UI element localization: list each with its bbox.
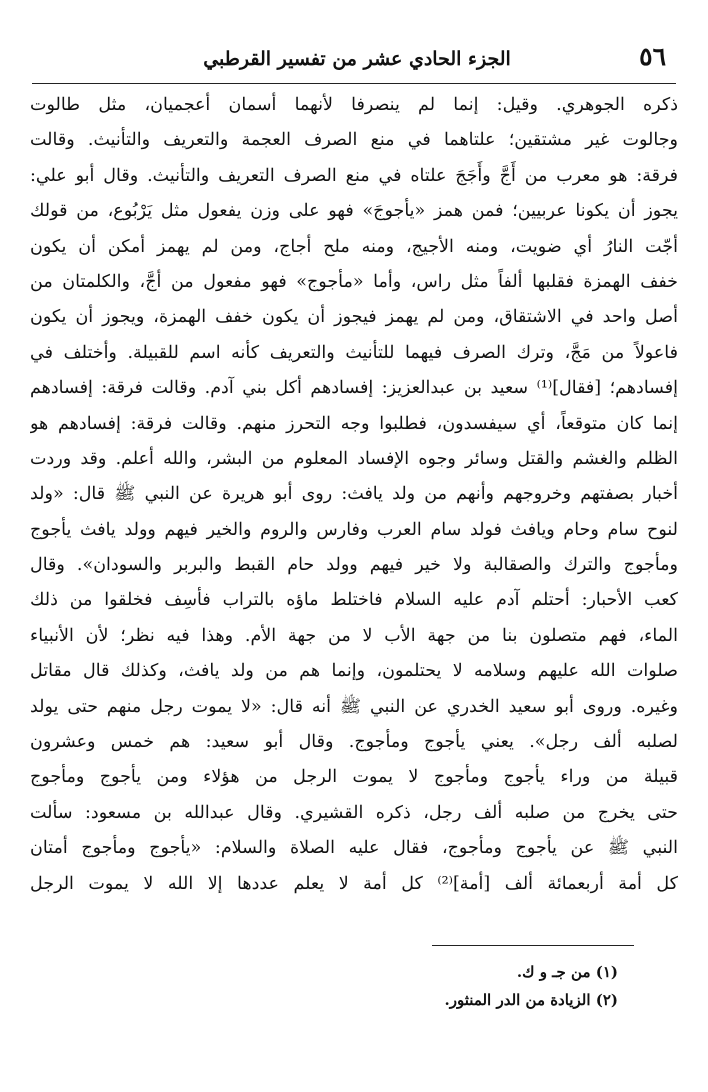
page-number: ٥٦	[639, 42, 666, 71]
text-line: خفف الهمزة فقلبها ألفاً مثل راس، وأما «مأجوج» فهو مفعول من أجَّ، والكلمتان من	[30, 271, 678, 292]
footnote-2: (٢) الزيادة من الدر المنثور.	[444, 991, 618, 1009]
text-line: ذكره الجوهري. وقيل: إنما لم ينصرفا لأنهما أسمان أعجميان، مثل طالوت	[30, 95, 678, 115]
text-line: وجالوت غير مشتقين؛ علتاهما في منع الصرف العجمة والتعريف والتأنيث. وقالت	[30, 130, 678, 151]
text-line: يجوز أن يكونا عربيين؛ فمن همز «يأجوجَ» فهو على وزن يفعول مثل يَرْبُوع، من قولك	[30, 201, 678, 222]
text-line: لصلبه ألف رجل». يعني يأجوج ومأجوج. وقال أبو سعيد: هم خمس وعشرون	[30, 732, 678, 753]
text-line: إنما كان متوقعاً، أي سيفسدون، فطلبوا وجه التحرز منهم. وقالت فرقة: إفسادهم هو	[30, 413, 678, 434]
text-line: أجّت النارُ أي ضويت، ومنه الأجيج، ومنه ملح أجاج، ومن لم يهمز أمكن أن يكون	[30, 236, 678, 257]
text-line: إفسادهم؛ [فقال]⁽¹⁾ سعيد بن عبدالعزيز: إفسادهم أكل بني آدم. وقالت فرقة: إفسادهم	[30, 378, 678, 399]
text-line: وغيره. وروى أبو سعيد الخدري عن النبي ﷺ أنه قال: «لا يموت رجل منهم حتى يولد	[30, 696, 678, 717]
text-line: كعب الأحبار: أحتلم آدم عليه السلام فاختلط ماؤه بالتراب فأسِف فخلقوا من ذلك	[30, 590, 678, 611]
page-header	[40, 38, 674, 78]
text-line: قبيلة من وراء يأجوج ومأجوج لا يموت الرجل من هؤلاء ومن يأجوج ومأجوج	[30, 767, 678, 788]
footnotes	[98, 958, 618, 1014]
footnote-1: (١) من جـ و ك.	[516, 963, 618, 981]
text-line: صلوات الله عليهم وسلامه لا يحتلمون، وإنما هم من ولد يافث، وكذلك قال مقاتل	[30, 661, 678, 682]
header-rule	[32, 83, 676, 84]
text-line: النبي ﷺ عن يأجوج ومأجوج، فقال عليه الصلاة والسلام: «يأجوج ومأجوج أمتان	[30, 838, 678, 859]
text-line: الماء، فهم متصلون بنا من جهة الأب لا من جهة الأم. وهذا فيه نظر؛ لأن الأنبياء	[30, 625, 678, 646]
main-text	[30, 88, 678, 902]
running-title: الجزء الحادي عشر من تفسير القرطبي	[203, 48, 511, 70]
text-line: فرقة: هو معرب من أَجَّ وأَجَجَ علتاه في منع الصرف التعريف والتأنيث. وقال أبو علي:	[30, 165, 678, 186]
text-line: فاعولاً من مَجَّ، وترك الصرف فيهما للتأنيث والتعريف كأنه اسم للقبيلة. وأختلف في	[30, 342, 678, 363]
text-line: الظلم والغشم والقتل وسائر وجوه الإفساد المعلوم من البشر، والله أعلم. وقد وردت	[30, 448, 678, 469]
text-line: حتى يخرج من صلبه ألف رجل، ذكره القشيري. وقال عبدالله بن مسعود: سألت	[30, 802, 678, 823]
text-line: أخبار بصفتهم وخروجهم وأنهم من ولد يافث: روى أبو هريرة عن النبي ﷺ قال: «ولد	[30, 484, 678, 505]
text-line: كل أمة أربعمائة ألف [أمة]⁽²⁾ كل أمة لا يعلم عددها إلا الله لا يموت الرجل	[30, 873, 678, 894]
footnote-separator	[432, 945, 634, 946]
text-line: لنوح سام وحام ويافث فولد سام العرب وفارس والروم والخير فيهم وولد يافث يأجوج	[30, 519, 678, 540]
text-line: ومأجوج والترك والصقالبة ولا خير فيهم وولد حام القبط والبربر والسودان». وقال	[30, 555, 678, 576]
text-line: أصل واحد في الاشتقاق، ومن لم يهمز فيجوز أن يكون خفف الهمزة، ويجوز أن يكون	[30, 307, 678, 328]
